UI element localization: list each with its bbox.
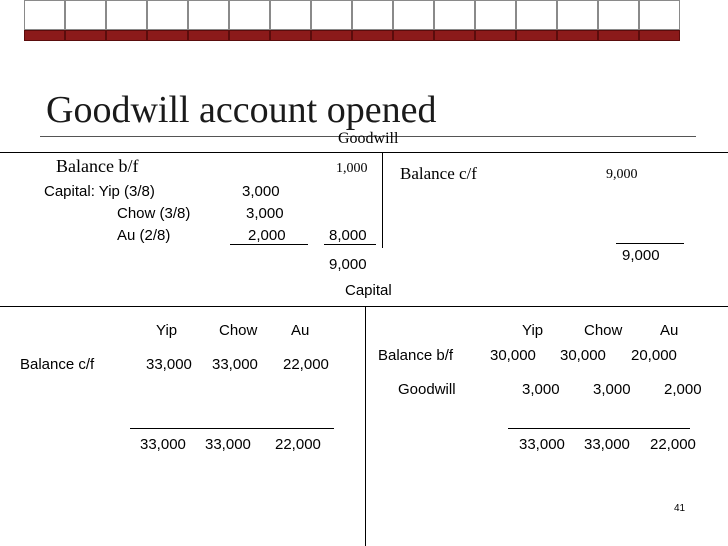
goodwill-debit-capital-total: 8,000 [329,227,367,244]
capital-credit-col-chow: Chow [584,322,623,339]
goodwill-debit-balance-amount: 1,000 [336,161,368,176]
capital-account-divider [365,306,366,546]
capital-credit-goodwill-label: Goodwill [398,381,456,398]
capital-debit-balance-au: 22,000 [283,356,329,373]
capital-credit-goodwill-chow: 3,000 [593,381,631,398]
goodwill-debit-chow-label: Chow (3/8) [117,205,191,222]
capital-credit-total-rule [508,428,690,429]
capital-credit-col-au: Au [660,322,679,339]
goodwill-debit-total: 9,000 [329,256,367,273]
capital-account-header: Capital [345,282,392,299]
capital-debit-col-yip: Yip [156,322,178,339]
goodwill-debit-au-label: Au (2/8) [117,227,171,244]
goodwill-credit-total-rule [616,243,684,244]
capital-debit-total-yip: 33,000 [140,436,186,453]
goodwill-credit-total: 9,000 [622,247,660,264]
capital-debit-col-au: Au [291,322,310,339]
goodwill-debit-au-amount: 2,000 [248,227,286,244]
capital-credit-col-yip: Yip [522,322,544,339]
header-grid-top [24,0,680,30]
capital-debit-balance-yip: 33,000 [146,356,192,373]
capital-credit-balance-label: Balance b/f [378,347,454,364]
goodwill-account-header: Goodwill [338,130,399,147]
capital-debit-total-au: 22,000 [275,436,321,453]
capital-credit-balance-chow: 30,000 [560,347,606,364]
goodwill-account-divider [382,152,383,248]
capital-account-top-rule [0,306,728,307]
capital-credit-total-chow: 33,000 [584,436,630,453]
goodwill-debit-yip-amount: 3,000 [242,183,280,200]
goodwill-account-top-rule [0,152,728,153]
capital-credit-total-au: 22,000 [650,436,696,453]
capital-credit-balance-au: 20,000 [631,347,677,364]
header-grid-bottom [24,30,680,41]
goodwill-debit-chow-amount: 3,000 [246,205,284,222]
capital-debit-balance-chow: 33,000 [212,356,258,373]
capital-credit-goodwill-yip: 3,000 [522,381,560,398]
capital-credit-goodwill-au: 2,000 [664,381,702,398]
capital-debit-col-chow: Chow [219,322,258,339]
goodwill-debit-balance-label: Balance b/f [56,156,139,176]
capital-debit-total-rule [130,428,334,429]
slide-page-number: 41 [674,503,686,514]
capital-debit-total-chow: 33,000 [205,436,251,453]
goodwill-credit-balance-amount: 9,000 [606,167,638,182]
capital-debit-balance-label: Balance c/f [20,356,95,373]
goodwill-debit-capital-label: Capital: Yip (3/8) [44,183,155,200]
goodwill-debit-capital-total-underline [324,244,376,245]
slide-title: Goodwill account opened [46,89,437,131]
goodwill-debit-au-underline [230,244,308,245]
goodwill-credit-balance-label: Balance c/f [400,164,477,183]
capital-credit-total-yip: 33,000 [519,436,565,453]
capital-credit-balance-yip: 30,000 [490,347,536,364]
